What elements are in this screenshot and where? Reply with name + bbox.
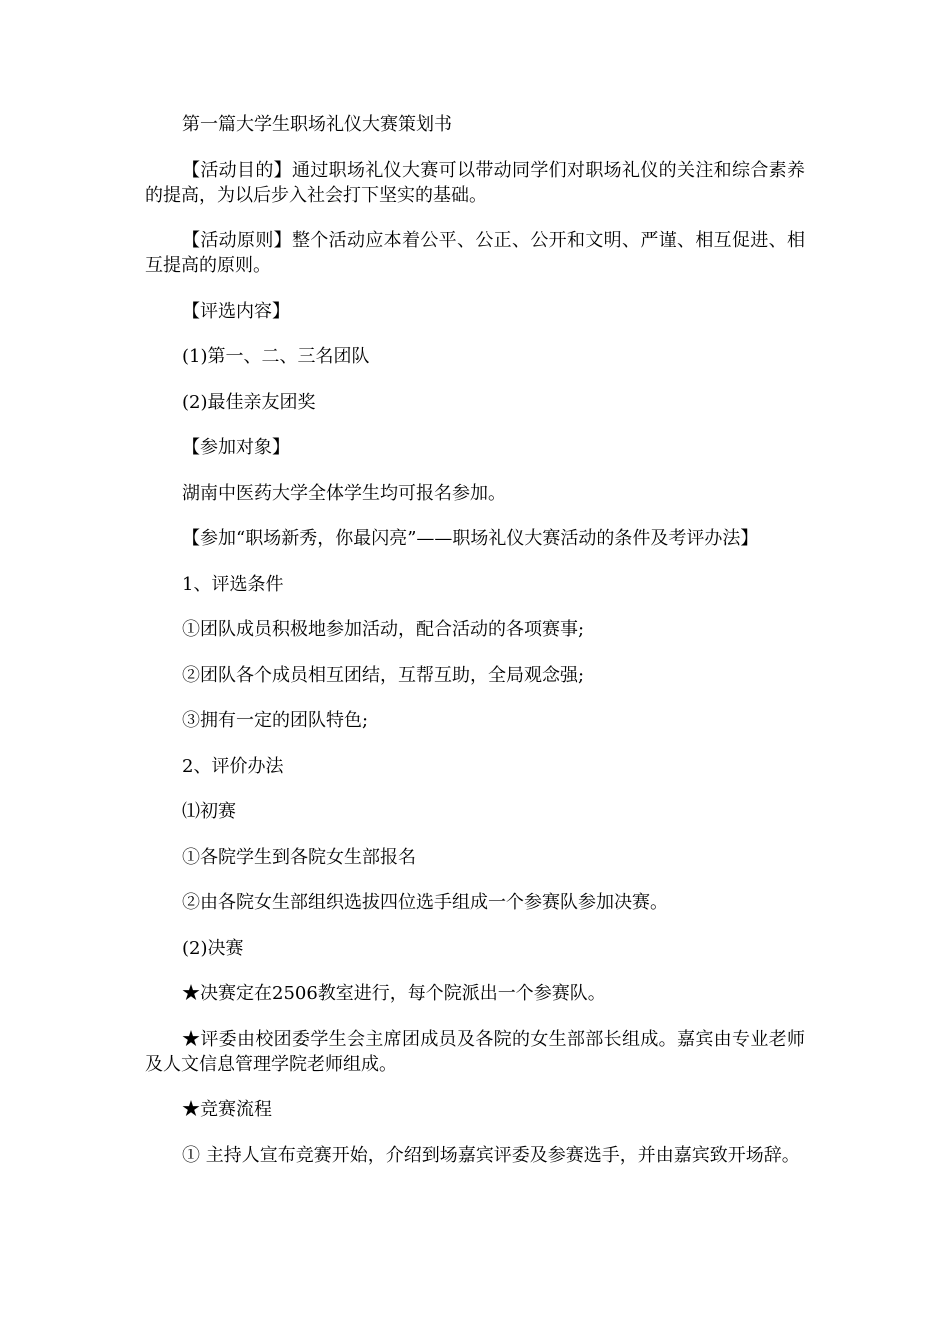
heading-evaluation-method: 2、评价办法 bbox=[182, 755, 284, 777]
list-item-final-judges: ★评委由校团委学生会主席团成员及各院的女生部部长组成。嘉宾由专业老师及人文信息管理学院老师组成。 bbox=[145, 1028, 805, 1075]
paragraph-activity-purpose: 【活动目的】通过职场礼仪大赛可以带动同学们对职场礼仪的关注和综合素养的提高，为以后步入社会打下坚实的基础。 bbox=[145, 159, 805, 206]
paragraph-participants: 湖南中医药大学全体学生均可报名参加。 bbox=[182, 482, 506, 504]
heading-selection-content: 【评选内容】 bbox=[182, 300, 290, 322]
heading-participants: 【参加对象】 bbox=[182, 437, 290, 458]
list-item-final-venue: ★决赛定在2506教室进行，每个院派出一个参赛队。 bbox=[182, 983, 606, 1004]
list-item-condition-1: ①团队成员积极地参加活动，配合活动的各项赛事; bbox=[182, 619, 585, 640]
document-page bbox=[145, 112, 805, 1188]
heading-selection-conditions: 1、评选条件 bbox=[182, 573, 284, 595]
paragraph-activity-principle: 【活动原则】整个活动应本着公平、公正、公开和文明、严谨、相互促进、相互提高的原则。 bbox=[145, 230, 805, 276]
heading-final: (2)决赛 bbox=[182, 937, 244, 959]
list-item-condition-2: ②团队各个成员相互团结，互帮互助，全局观念强; bbox=[182, 664, 585, 686]
list-item-condition-3: ③拥有一定的团队特色; bbox=[182, 710, 369, 731]
list-item-preliminary-2: ②由各院女生部组织选拔四位选手组成一个参赛队参加决赛。 bbox=[182, 892, 668, 913]
list-item-top-three-teams: (1)第一、二、三名团队 bbox=[182, 346, 370, 367]
document-title: 第一篇大学生职场礼仪大赛策划书 bbox=[182, 114, 452, 135]
list-item-process-1: ① 主持人宣布竞赛开始，介绍到场嘉宾评委及参赛选手，并由嘉宾致开场辞。 bbox=[182, 1144, 800, 1166]
heading-conditions-and-evaluation: 【参加“职场新秀，你最闪亮”——职场礼仪大赛活动的条件及考评办法】 bbox=[182, 528, 759, 549]
list-item-best-supporter-award: (2)最佳亲友团奖 bbox=[182, 391, 316, 413]
heading-preliminary: ⑴初赛 bbox=[182, 801, 236, 822]
list-item-preliminary-1: ①各院学生到各院女生部报名 bbox=[182, 846, 416, 868]
heading-competition-process: ★竞赛流程 bbox=[182, 1099, 272, 1120]
